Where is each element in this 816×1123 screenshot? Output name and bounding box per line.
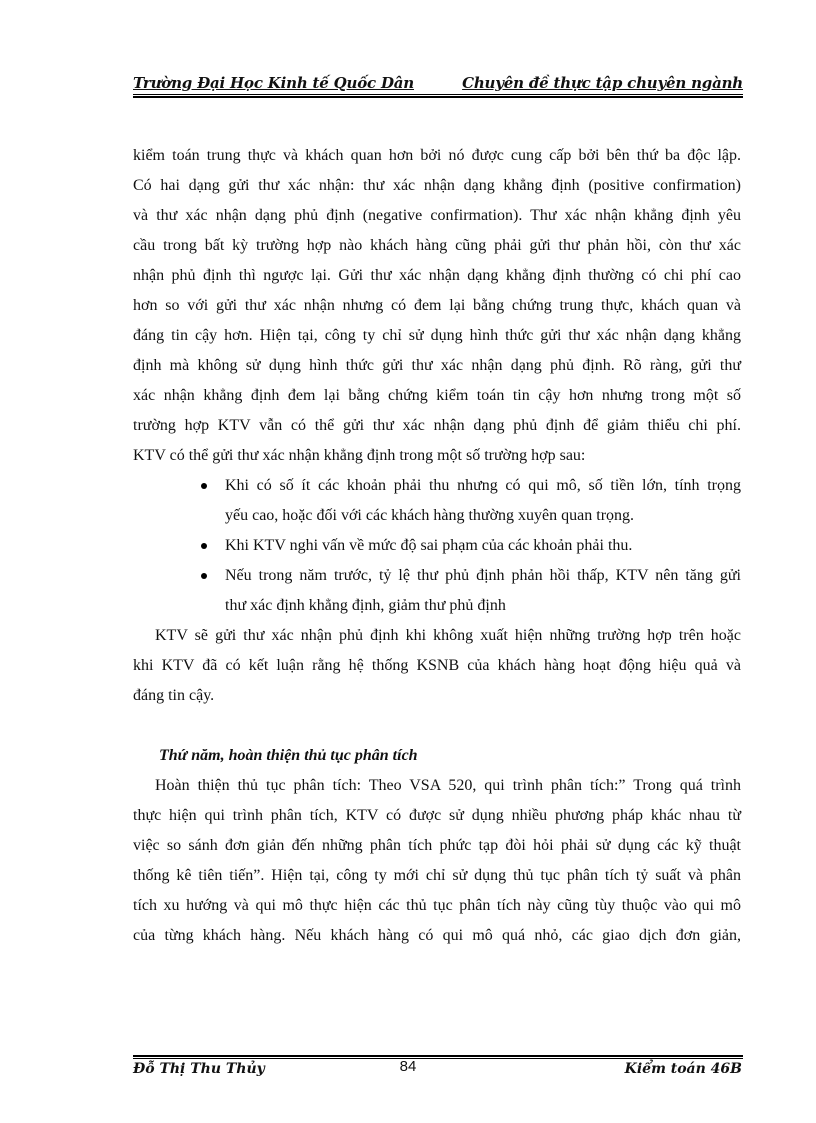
paragraph-2 [133,621,741,711]
text-line: của từng khách hàng. Nếu khách hàng có qui mô quá nhỏ, các giao dịch đơn giản, [133,927,741,944]
text-line: việc so sánh đơn giản đến những phân tích phức tạp đòi hỏi phải sử dụng các kỹ thuật [133,837,741,854]
text-line: Hoàn thiện thủ tục phân tích: Theo VSA 520, qui trình phân tích:” Trong quá trình [155,777,741,794]
bullet-line: Khi có số ít các khoản phải thu nhưng có qui mô, số tiền lớn, tính trọng [225,477,741,494]
bullet-item [199,561,741,621]
paragraph-1 [133,141,741,471]
text-line: và thư xác nhận dạng phủ định (negative confirmation). Thư xác nhận khẳng định yêu [133,207,741,224]
page-number: 84 [399,1058,417,1075]
text-line: Có hai dạng gửi thư xác nhận: thư xác nhận dạng khẳng định (positive confirmation) [133,177,741,194]
bullet-line: Nếu trong năm trước, tỷ lệ thư phủ định phản hồi thấp, KTV nên tăng gửi [225,567,741,584]
text-line: thống kê tiên tiến”. Hiện tại, công ty mới chỉ sử dụng thủ tục phân tích tỷ suất và phân [133,867,741,884]
text-line: KTV có thể gửi thư xác nhận khẳng định trong một số trường hợp sau: [133,447,586,464]
text-line: hơn so với gửi thư xác nhận nhưng có đem lại bằng chứng trung thực, khách quan và [133,297,741,314]
paragraph-3 [133,771,741,951]
page-header [133,74,743,96]
text-line: nhận phủ định thì ngược lại. Gửi thư xác nhận dạng khẳng định thường có chi phí cao [133,267,741,284]
body-content [133,141,741,951]
text-line: KTV sẽ gửi thư xác nhận phủ định khi không xuất hiện những trường hợp trên hoặc [155,627,741,644]
text-line: trường hợp KTV vẫn có thể gửi thư xác nhận dạng phủ định để giảm thiểu chi phí. [133,417,741,434]
bullet-line: Khi KTV nghi vấn về mức độ sai phạm của các khoản phải thu. [225,537,633,554]
bullet-line: thư xác định khẳng định, giảm thư phủ định [225,597,506,614]
header-report-type: Chuyên đề thực tập chuyên ngành [462,74,743,92]
text-line: định mà không sử dụng hình thức gửi thư xác nhận dạng phủ định. Rõ ràng, gửi thư [133,357,741,374]
text-line: tích xu hướng và qui mô thực hiện các thủ tục phân tích này cũng tùy thuộc vào qui mô [133,897,741,914]
bullet-item [199,531,741,561]
bullet-list [133,471,741,621]
bullet-line: yếu cao, hoặc đối với các khách hàng thường xuyên quan trọng. [225,507,635,524]
footer-author: Đỗ Thị Thu Thủy [133,1061,265,1077]
bullet-item [199,471,741,531]
text-line: xác nhận khẳng định đem lại bằng chứng kiểm toán tin cậy hơn nhưng trong một số [133,387,741,404]
header-university: Trường Đại Học Kinh tế Quốc Dân [133,74,415,92]
section-gap [133,711,741,741]
text-line: kiểm toán trung thực và khách quan hơn bởi nó được cung cấp bởi bên thứ ba độc lập. [133,147,741,164]
bullet-icon [201,543,207,549]
footer-class: Kiểm toán 46B [624,1061,742,1077]
text-line: khi KTV đã có kết luận rằng hệ thống KSNB của khách hàng hoạt động hiệu quả và [133,657,741,674]
bullet-icon [201,573,207,579]
text-line: đáng tin cậy hơn. Hiện tại, công ty chỉ sử dụng hình thức gửi thư xác nhận dạng khẳng [133,327,741,344]
text-line: đáng tin cậy. [133,687,215,704]
header-rule [133,94,743,98]
bullet-icon [201,483,207,489]
text-line: cầu trong bất kỳ trường hợp nào khách hàng cũng phải gửi thư phản hồi, còn thư xác [133,237,741,254]
section-heading: Thứ năm, hoàn thiện thủ tục phân tích [159,747,418,764]
text-line: thực hiện qui trình phân tích, KTV có được sử dụng nhiều phương pháp khác nhau từ [133,807,741,824]
